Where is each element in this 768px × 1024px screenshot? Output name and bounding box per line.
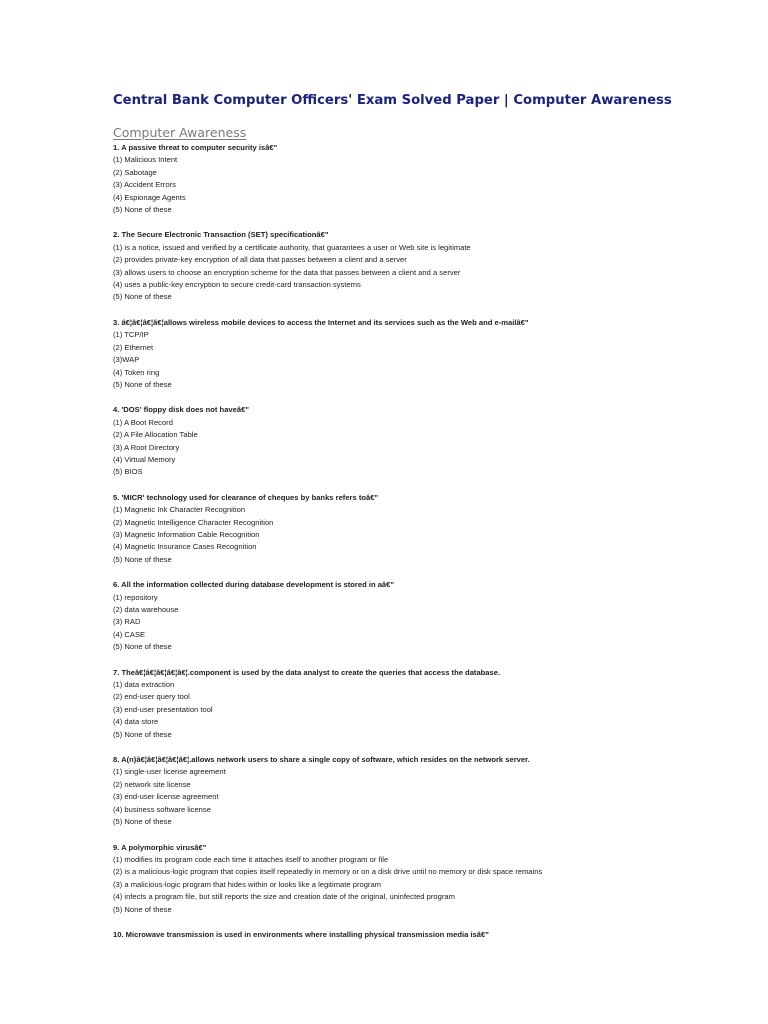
answer-option: (2) Magnetic Intelligence Character Recognition xyxy=(113,517,274,527)
answer-option: (4) uses a public-key encryption to secure credit-card transaction systems xyxy=(113,280,361,290)
answer-option: (3) Magnetic Information Cable Recognition xyxy=(113,529,260,539)
answer-option: (5) None of these xyxy=(113,205,172,215)
answer-option: (4) business software license xyxy=(113,804,211,814)
answer-option: (5) None of these xyxy=(113,729,172,739)
question-text: 8. A(n)â€¦â€¦â€¦â€¦â€¦.allows network users to share a single copy of software, which resides on the network server. xyxy=(113,755,530,765)
question-block xyxy=(113,404,753,478)
question-block xyxy=(113,579,753,653)
answer-option: (2) A File Allocation Table xyxy=(113,430,198,440)
question-text: 3. â€¦â€¦â€¦â€¦allows wireless mobile devices to access the Internet and its services such as the Web and e-mailâ€" xyxy=(113,317,529,327)
answer-option: (1) Malicious Intent xyxy=(113,155,178,165)
answer-option: (4) data store xyxy=(113,717,159,727)
question-text: 7. Theâ€¦â€¦â€¦â€¦â€¦.component is used by the data analyst to create the queries that access the database. xyxy=(113,667,501,677)
question-block xyxy=(113,492,753,566)
question-text: 6. All the information collected during database development is stored in aâ€" xyxy=(113,580,394,590)
answer-option: (4) CASE xyxy=(113,629,146,639)
answer-option: (2) is a malicious-logic program that copies itself repeatedly in memory or on a disk drive until no memory or disk space remains xyxy=(113,867,543,877)
answer-option: (5) None of these xyxy=(113,904,172,914)
answer-option: (5) BIOS xyxy=(113,467,143,477)
question-block xyxy=(113,754,753,828)
answer-option: (1) single-user license agreement xyxy=(113,767,226,777)
answer-option: (2) provides private-key encryption of all data that passes between a client and a server xyxy=(113,255,407,265)
question-text: 2. The Secure Electronic Transaction (SET) specificationâ€" xyxy=(113,230,329,240)
answer-option: (3) end-user presentation tool xyxy=(113,704,213,714)
answer-option: (5) None of these xyxy=(113,292,172,302)
question-text: 10. Microwave transmission is used in environments where installing physical transmission media isâ€" xyxy=(113,929,489,939)
section-heading: Computer Awareness xyxy=(113,125,247,140)
question-text: 4. 'DOS' floppy disk does not haveâ€" xyxy=(113,405,249,415)
question-block xyxy=(113,142,753,216)
question-block xyxy=(113,667,753,741)
answer-option: (2) end-user query tool xyxy=(113,692,190,702)
question-list xyxy=(113,142,753,941)
page-title: Central Bank Computer Officers' Exam Solved Paper | Computer Awareness xyxy=(113,93,672,108)
answer-option: (4) Magnetic Insurance Cases Recognition xyxy=(113,542,257,552)
answer-option: (5) None of these xyxy=(113,817,172,827)
answer-option: (3) RAD xyxy=(113,617,141,627)
answer-option: (3) allows users to choose an encryption scheme for the data that passes between a client and a server xyxy=(113,267,461,277)
question-block xyxy=(113,929,753,941)
question-block xyxy=(113,317,753,391)
answer-option: (1) A Boot Record xyxy=(113,417,173,427)
answer-option: (3)WAP xyxy=(113,355,140,365)
answer-option: (4) infects a program file, but still reports the size and creation date of the original, uninfected program xyxy=(113,892,455,902)
answer-option: (2) data warehouse xyxy=(113,605,179,614)
answer-option: (3) Accident Errors xyxy=(113,180,176,190)
answer-option: (1) data extraction xyxy=(113,680,175,690)
answer-option: (3) A Root Directory xyxy=(113,442,180,452)
answer-option: (3) a malicious-logic program that hides within or looks like a legitimate program xyxy=(113,879,382,889)
answer-option: (1) modifies its program code each time it attaches itself to another program or file xyxy=(113,854,389,864)
answer-option: (4) Virtual Memory xyxy=(113,454,176,464)
answer-option: (2) Ethernet xyxy=(113,342,154,352)
answer-option: (5) None of these xyxy=(113,379,172,389)
answer-option: (2) network site license xyxy=(113,779,191,789)
question-block xyxy=(113,842,753,916)
answer-option: (3) end-user license agreement xyxy=(113,792,219,802)
answer-option: (5) None of these xyxy=(113,554,172,564)
answer-option: (4) Token ring xyxy=(113,367,160,377)
question-text: 9. A polymorphic virusâ€" xyxy=(113,842,207,852)
answer-option: (1) is a notice, issued and verified by a certificate authority, that guarantees a user or Web site is legitimate xyxy=(113,242,471,252)
question-block xyxy=(113,229,753,303)
question-text: 1. A passive threat to computer security isâ€" xyxy=(113,143,278,152)
answer-option: (1) TCP/IP xyxy=(113,330,149,340)
answer-option: (2) Sabotage xyxy=(113,167,157,177)
document-page xyxy=(113,92,753,954)
answer-option: (1) repository xyxy=(113,592,158,602)
answer-option: (4) Espionage Agents xyxy=(113,192,186,202)
answer-option: (5) None of these xyxy=(113,642,172,652)
question-text: 5. 'MICR' technology used for clearance of cheques by banks refers toâ€" xyxy=(113,492,379,502)
answer-option: (1) Magnetic Ink Character Recognition xyxy=(113,505,246,515)
